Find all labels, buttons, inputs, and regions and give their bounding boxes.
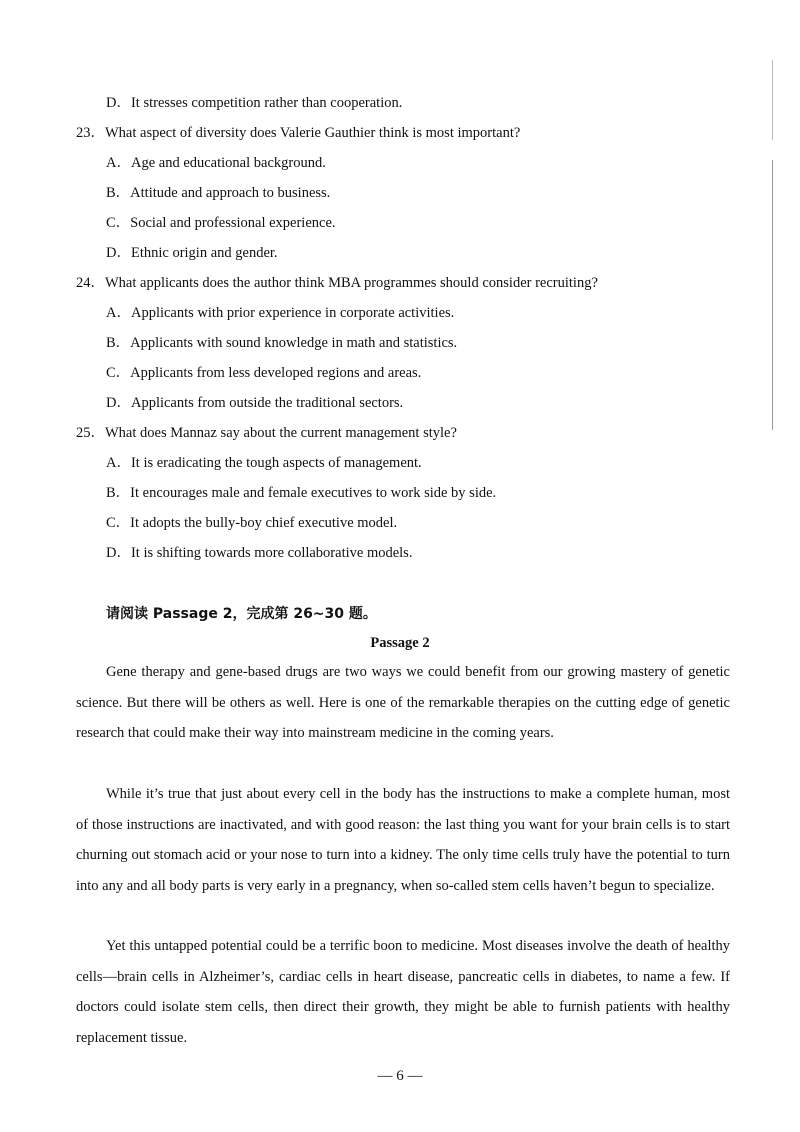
passage-paragraph-1: Gene therapy and gene-based drugs are two ways we could benefit from our growing mastery of genetic science. But there will be others as well. Here is one of the remarkable therapies on the cutting edge of genetic research that could make their way into mainstream medicine in the coming years. (76, 664, 730, 741)
q22-option-d: D．It stresses competition rather than cooperation. (106, 95, 403, 111)
passage-paragraph-2: While it’s true that just about every cell in the body has the instructions to make a complete human, most of those instructions are inactivated, and with good reason: the last thing you want for your brain cells is to start churning out stomach acid or your nose to turn into a kidney. The only time cells truly have the potential to turn into any and all body parts is very early in a pregnancy, when so-called stem cells haven’t begun to specialize. (76, 786, 730, 894)
question-25-option-b: B．It encourages male and female executives to work side by side. (106, 485, 497, 501)
question-23-stem: 23．What aspect of diversity does Valerie Gauthier think is most important? (76, 125, 521, 141)
page-number: — 6 — (377, 1068, 423, 1084)
question-24-option-b: B．Applicants with sound knowledge in math and statistics. (106, 335, 458, 351)
question-25-stem: 25．What does Mannaz say about the current management style? (76, 425, 457, 441)
question-25-option-d: D．It is shifting towards more collaborative models. (106, 545, 413, 561)
question-23-option-d: D．Ethnic origin and gender. (106, 245, 278, 261)
question-24-option-c: C．Applicants from less developed regions and areas. (106, 365, 422, 381)
question-24-option-d: D．Applicants from outside the traditional sectors. (106, 395, 404, 411)
passage-paragraph-3: Yet this untapped potential could be a terrific boon to medicine. Most diseases involve the death of healthy cells—brain cells in Alzheimer’s, cardiac cells in heart disease, pancreatic cells in diabetes, to name a few. If doctors could isolate stem cells, then direct their growth, they might be able to furnish patients with healthy replacement tissue. (76, 938, 730, 1046)
question-24-option-a: A．Applicants with prior experience in corporate activities. (106, 305, 455, 321)
scan-edge-mark (772, 60, 773, 140)
question-23-option-a: A．Age and educational background. (106, 155, 326, 171)
question-25-option-c: C．It adopts the bully-boy chief executive model. (106, 515, 398, 531)
question-25-option-a: A．It is eradicating the tough aspects of management. (106, 455, 422, 471)
question-23-option-c: C．Social and professional experience. (106, 215, 336, 231)
question-23-option-b: B．Attitude and approach to business. (106, 185, 331, 201)
passage-title: Passage 2 (370, 635, 430, 651)
passage-instruction: 请阅读 Passage 2，完成第 26~30 题。 (106, 606, 377, 622)
scan-edge-mark (772, 160, 773, 430)
question-24-stem: 24．What applicants does the author think MBA programmes should consider recruiting? (76, 275, 598, 291)
